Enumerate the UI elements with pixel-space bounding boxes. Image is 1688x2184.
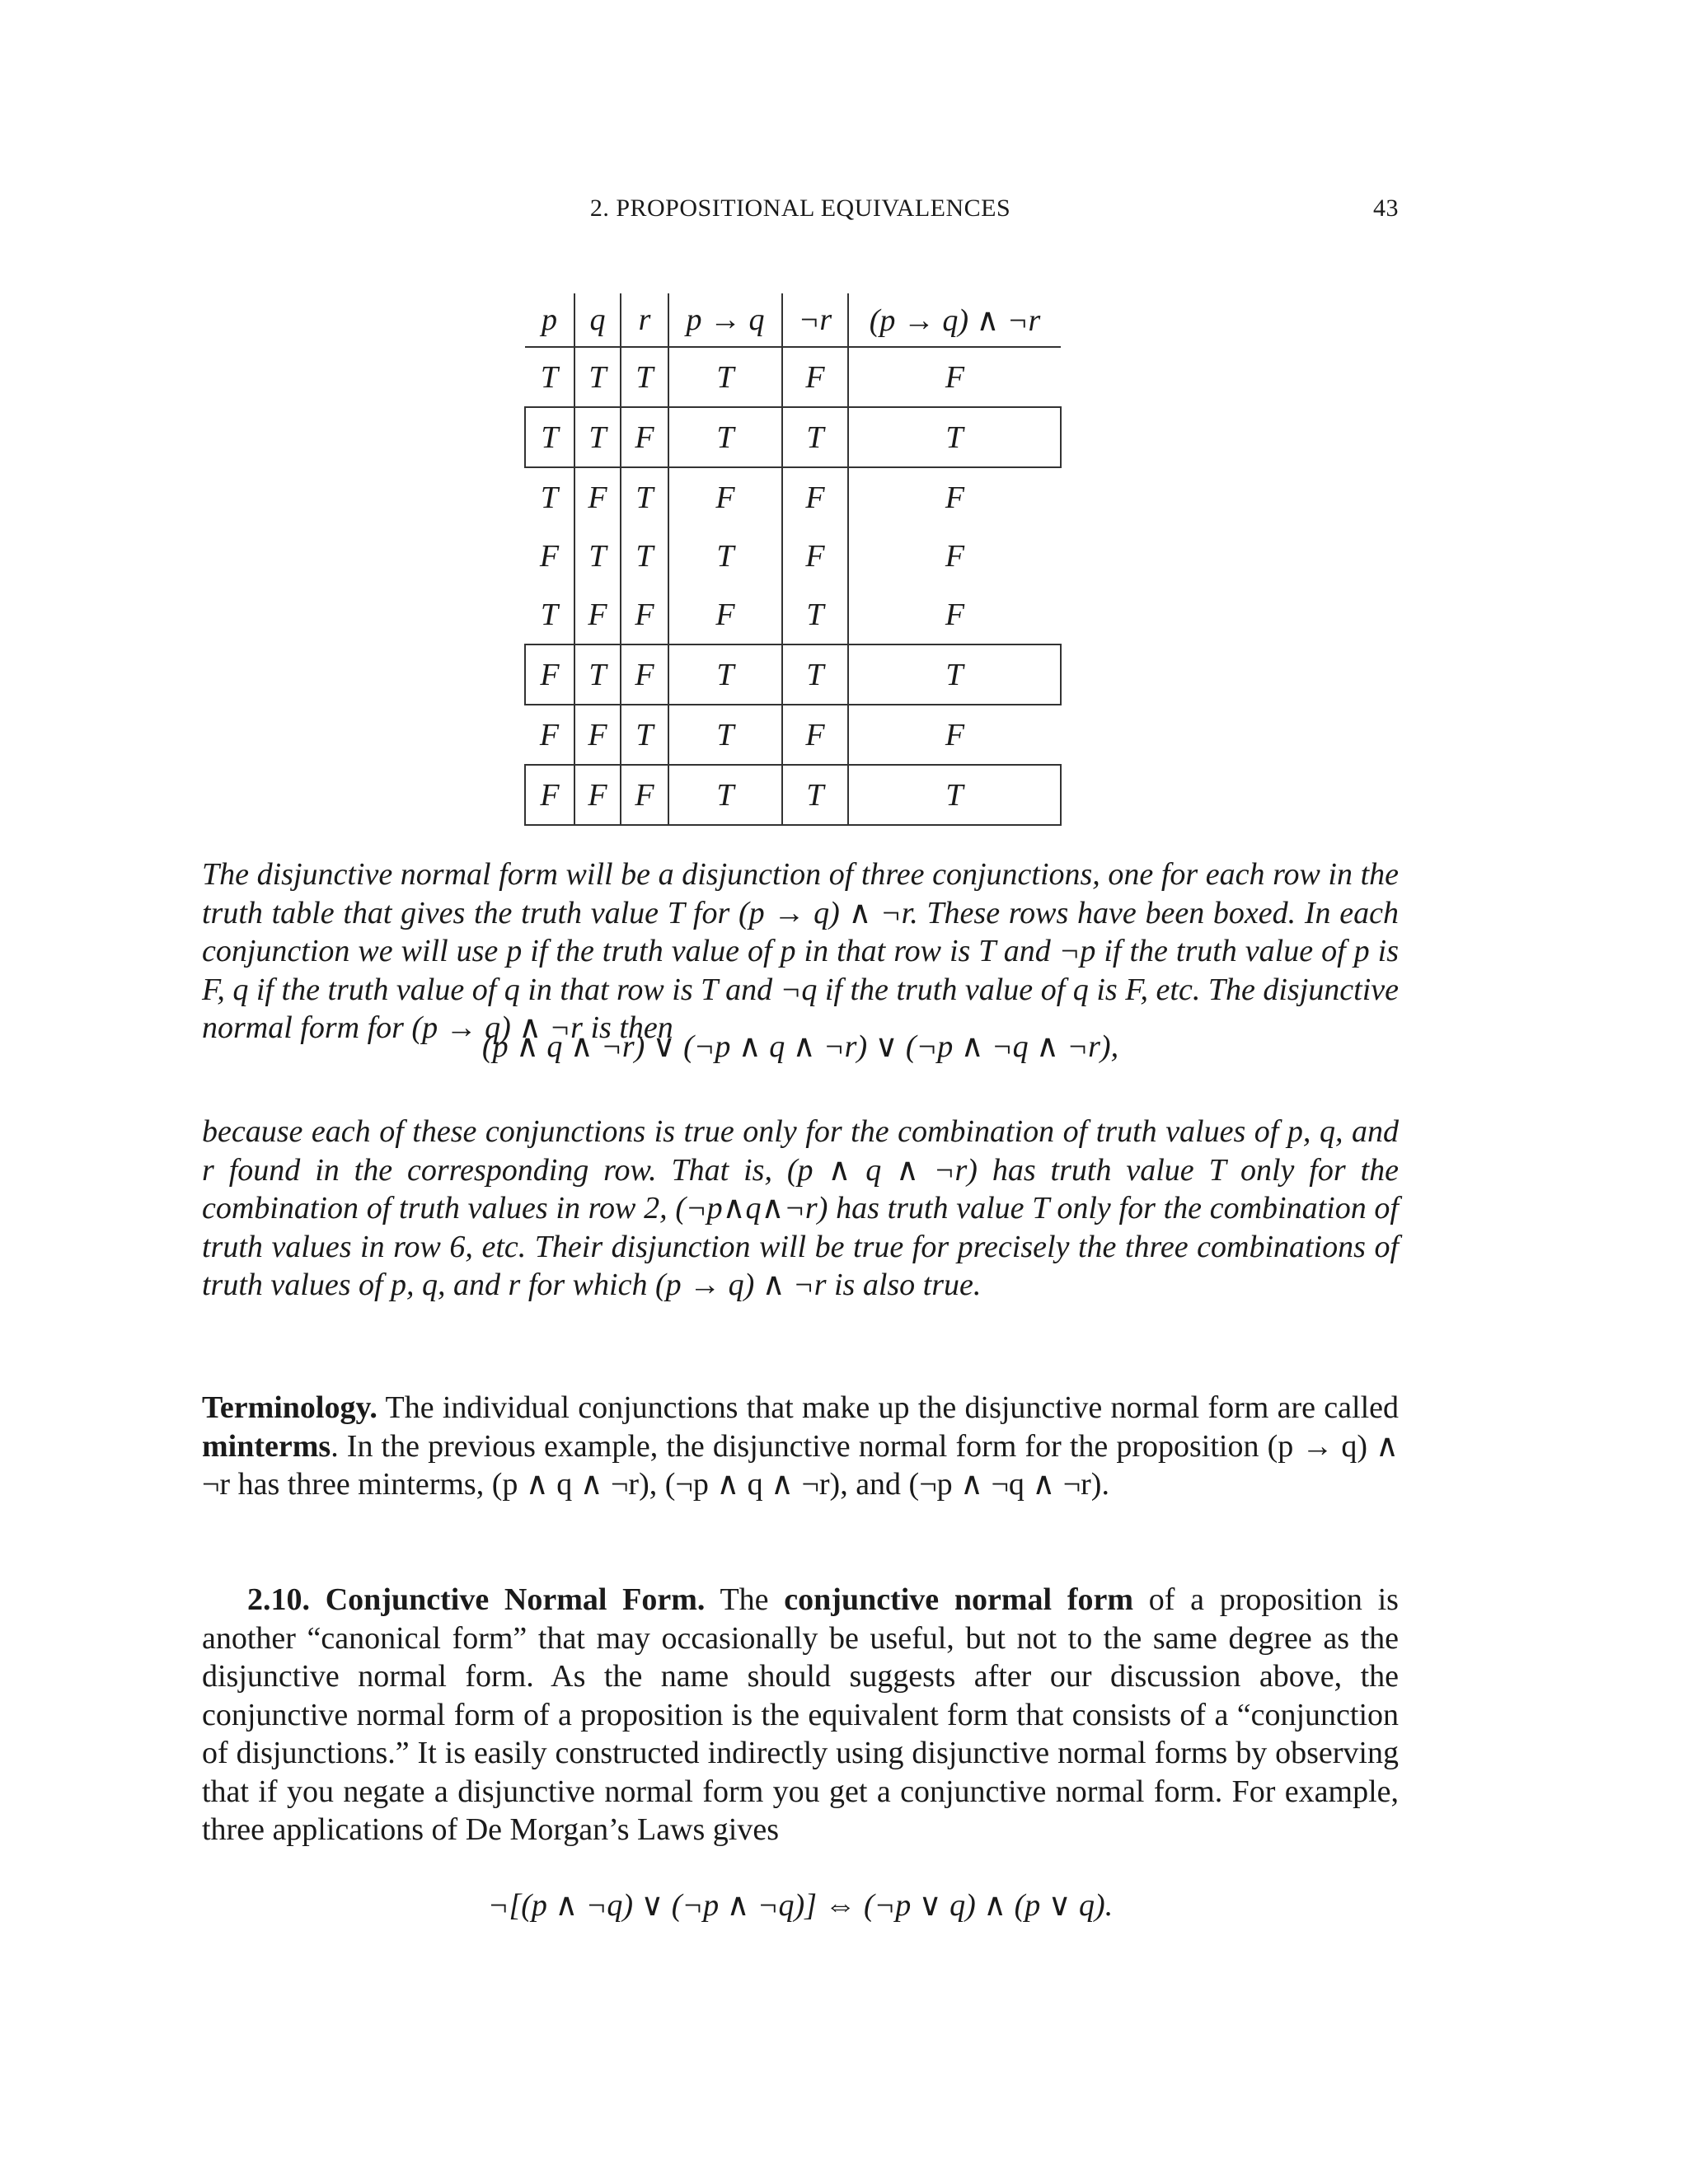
formula-text: (p ∧ q ∧ ¬r) ∨ (¬p ∧ q ∧ ¬r) ∨ (¬p ∧ ¬q ∧ ¬r),	[481, 1029, 1119, 1064]
table-cell: F	[574, 467, 621, 527]
column-header: (p → q) ∧ ¬r	[848, 293, 1061, 347]
table-cell: F	[848, 527, 1061, 585]
table-cell: F	[782, 527, 848, 585]
table-cell: T	[621, 467, 668, 527]
truth-table-row	[525, 527, 1061, 585]
section-paragraph	[202, 1581, 1399, 1849]
truth-table-body	[525, 347, 1061, 825]
section-text-after: of a proposition is another “canonical form” that may occasionally be useful, but not to the same degree as the disjunctive normal form. As the name should suggests after our discussion above, the conjunctive normal form of a proposition is the equivalent form that consists of a “conjunction of disjunctions.” It is easily constructed indirectly using disjunctive normal forms by observing that if you negate a disjunctive normal form you get a conjunctive normal form. For example, three applications of De Morgan’s Laws gives	[202, 1582, 1399, 1847]
truth-table-row-boxed	[525, 765, 1061, 825]
column-header: p → q	[668, 293, 782, 347]
cnf-term: conjunctive normal form	[784, 1582, 1134, 1617]
table-cell: F	[782, 467, 848, 527]
table-cell: F	[621, 585, 668, 644]
table-cell: T	[668, 527, 782, 585]
truth-table-row	[525, 585, 1061, 644]
terminology-paragraph	[202, 1389, 1399, 1504]
table-cell: T	[668, 347, 782, 407]
table-cell: F	[782, 705, 848, 765]
table-cell: F	[668, 585, 782, 644]
section-text-before: The	[705, 1582, 785, 1617]
truth-table-row-boxed	[525, 407, 1061, 467]
column-header: q	[574, 293, 621, 347]
table-cell: F	[525, 765, 574, 825]
running-head-title: 2. PROPOSITIONAL EQUIVALENCES	[589, 194, 1011, 222]
truth-table-row	[525, 467, 1061, 527]
table-cell: F	[848, 705, 1061, 765]
display-formula-1	[202, 1028, 1399, 1065]
column-header: ¬r	[782, 293, 848, 347]
running-head	[202, 194, 1399, 236]
table-cell: F	[782, 347, 848, 407]
table-cell: T	[782, 407, 848, 467]
table-cell: T	[668, 705, 782, 765]
example-paragraph-1: The disjunctive normal form will be a disjunction of three conjunctions, one for each row in the truth table that gives the truth value T for (p → q) ∧ ¬r. These rows have been boxed. In each conjunction we will use p if the truth value of p in that row is T and ¬p if the truth value of p is F, q if the truth value of q in that row is T and ¬q if the truth value of q is F, etc. The disjunctive normal form for (p → q) ∧ ¬r is then	[202, 857, 1399, 1045]
table-cell: F	[621, 407, 668, 467]
table-cell: F	[668, 467, 782, 527]
example-paragraph-2: because each of these conjunctions is true only for the combination of truth values of p, q, and r found in the corresponding row. That is, (p ∧ q ∧ ¬r) has truth value T only for the combination of truth values in row 2, (¬p∧q∧¬r) has truth value T only for the combination of truth values in row 6, etc. Their disjunction will be true for precisely the three combinations of truth values of p, q, and r for which (p → q) ∧ ¬r is also true.	[202, 1114, 1399, 1302]
table-cell: T	[782, 644, 848, 705]
table-cell: T	[848, 407, 1061, 467]
column-header: p	[525, 293, 574, 347]
table-cell: F	[621, 765, 668, 825]
table-cell: T	[574, 347, 621, 407]
truth-table-row	[525, 705, 1061, 765]
terminology-heading: Terminology.	[202, 1390, 377, 1425]
minterms-term: minterms	[202, 1428, 331, 1464]
table-cell: T	[668, 407, 782, 467]
table-cell: T	[782, 765, 848, 825]
table-cell: T	[621, 527, 668, 585]
terminology-text-after: . In the previous example, the disjunctive normal form for the proposition (p → q) ∧ ¬r has three minterms, (p ∧ q ∧ ¬r), (¬p ∧ q ∧ ¬r), and (¬p ∧ ¬q ∧ ¬r).	[202, 1428, 1399, 1502]
table-cell: F	[539, 538, 560, 574]
table-cell: T	[848, 765, 1061, 825]
table-cell: T	[540, 597, 559, 632]
table-cell: T	[782, 585, 848, 644]
table-cell: T	[848, 644, 1061, 705]
section-heading: 2.10. Conjunctive Normal Form.	[247, 1582, 706, 1617]
table-cell: F	[574, 585, 621, 644]
truth-table-header-row	[525, 293, 1061, 347]
display-formula-2	[202, 1886, 1399, 1924]
terminology-text-before: The individual conjunctions that make up the disjunctive normal form are called	[377, 1390, 1399, 1425]
table-cell: F	[539, 717, 560, 752]
table-cell: T	[540, 359, 559, 395]
table-cell: F	[574, 705, 621, 765]
page-number: 43	[1373, 194, 1399, 222]
table-cell: F	[848, 467, 1061, 527]
table-cell: F	[848, 347, 1061, 407]
table-cell: F	[848, 585, 1061, 644]
table-cell: T	[540, 480, 559, 515]
table-cell: T	[574, 527, 621, 585]
table-cell: F	[525, 644, 574, 705]
formula-text: ¬[(p ∧ ¬q) ∨ (¬p ∧ ¬q)] ⇔ (¬p ∨ q) ∧ (p ∨ q).	[487, 1888, 1114, 1923]
table-cell: F	[574, 765, 621, 825]
truth-table	[524, 293, 1062, 826]
table-cell: T	[574, 644, 621, 705]
table-cell: T	[621, 347, 668, 407]
truth-table-row-boxed	[525, 644, 1061, 705]
column-header: r	[621, 293, 668, 347]
table-cell: T	[574, 407, 621, 467]
truth-table-row	[525, 347, 1061, 407]
table-cell: F	[621, 644, 668, 705]
table-cell: T	[525, 407, 574, 467]
table-cell: T	[668, 644, 782, 705]
table-cell: T	[621, 705, 668, 765]
table-cell: T	[668, 765, 782, 825]
